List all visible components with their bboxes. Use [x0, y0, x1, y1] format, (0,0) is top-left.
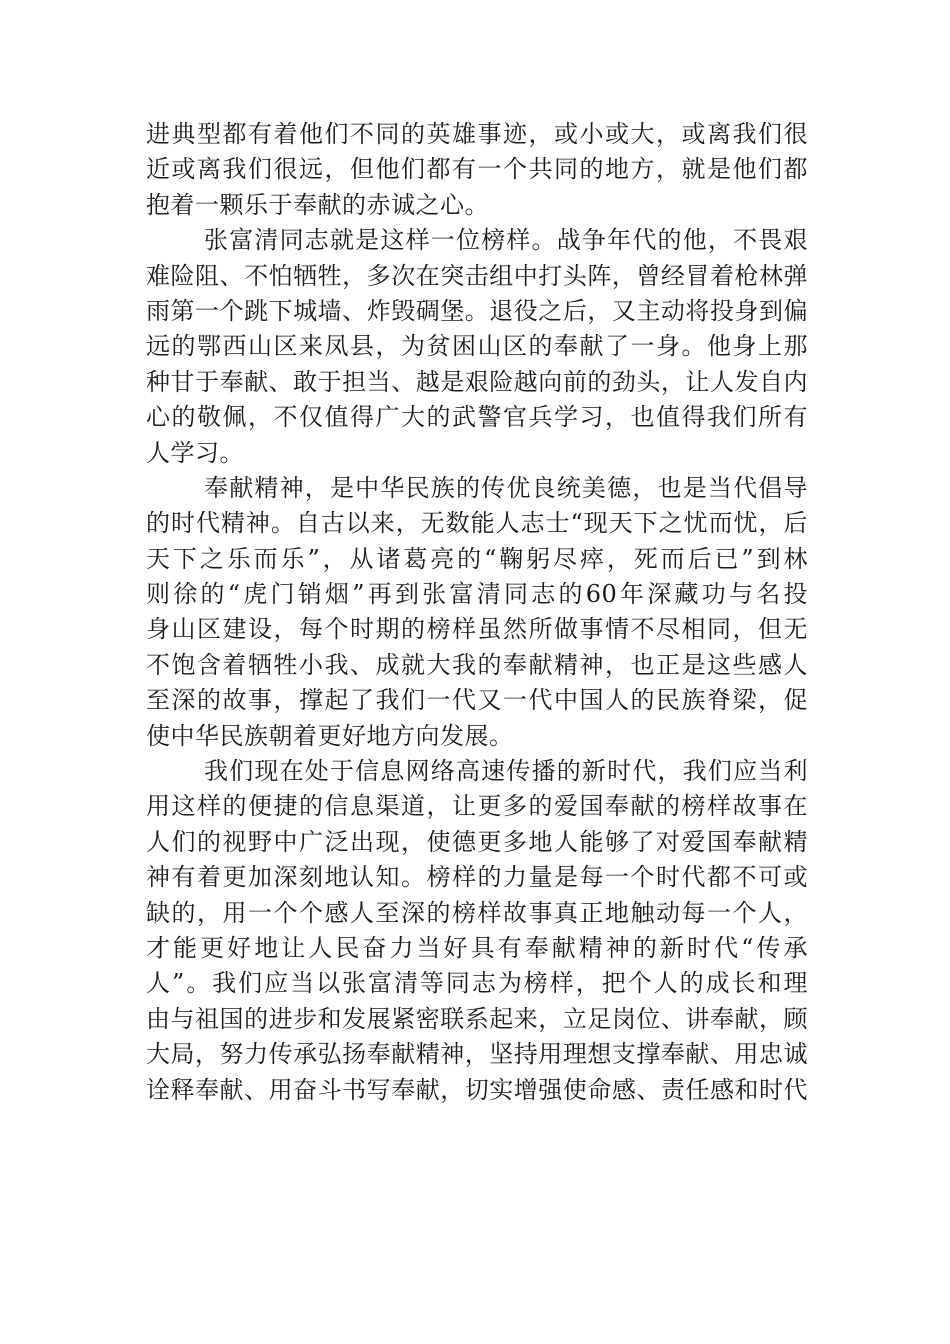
paragraph-2 — [146, 223, 808, 471]
text-line: 近或离我们很远，但他们都有一个共同的地方，就是他们都 — [146, 155, 808, 184]
text-line: 不饱含着牺牲小我、成就大我的奉献精神，也正是这些感人 — [146, 650, 808, 679]
text-line: 人们的视野中广泛出现，使德更多地人能够了对爱国奉献精 — [146, 827, 808, 856]
text-line: 使中华民族朝着更好地方向发展。 — [146, 721, 514, 750]
text-line: 远的鄂西山区来凤县，为贫困山区的奉献了一身。他身上那 — [146, 332, 808, 361]
text-line: 人”。我们应当以张富清等同志为榜样，把个人的成长和理 — [146, 969, 808, 998]
text-line: 缺的，用一个个感人至深的榜样故事真正地触动每一个人， — [146, 898, 808, 927]
text-line: 进典型都有着他们不同的英雄事迹，或小或大，或离我们很 — [146, 120, 808, 148]
text-line: 的时代精神。自古以来，无数能人志士“现天下之忧而忧，后 — [146, 509, 808, 538]
text-line: 人学习。 — [146, 438, 244, 467]
text-line: 由与祖国的进步和发展紧密联系起来，立足岗位、讲奉献，顾 — [146, 1004, 808, 1033]
paragraph-3 — [146, 471, 808, 754]
paragraph-1 — [146, 117, 808, 223]
text-line: 雨第一个跳下城墙、炸毁碉堡。退役之后，又主动将投身到偏 — [146, 296, 808, 325]
text-line: 身山区建设，每个时期的榜样虽然所做事情不尽相同，但无 — [146, 615, 808, 644]
text-line: 难险阻、不怕牺牲，多次在突击组中打头阵，曾经冒着枪林弹 — [146, 261, 808, 290]
text-line: 我们现在处于信息网络高速传播的新时代，我们应当利 — [204, 757, 808, 786]
text-line: 用这样的便捷的信息渠道，让更多的爱国奉献的榜样故事在 — [146, 792, 808, 821]
text-line: 神有着更加深刻地认知。榜样的力量是每一个时代都不可或 — [146, 863, 808, 892]
text-line: 则徐的“虎门销烟”再到张富清同志的60年深藏功与名投 — [146, 580, 808, 609]
text-line: 诠释奉献、用奋斗书写奉献，切实增强使命感、责任感和时代 — [146, 1075, 808, 1104]
text-line: 种甘于奉献、敢于担当、越是艰险越向前的劲头，让人发自内 — [146, 367, 808, 396]
text-line: 抱着一颗乐于奉献的赤诚之心。 — [146, 190, 489, 219]
text-line: 奉献精神，是中华民族的传优良统美德，也是当代倡导 — [204, 473, 808, 502]
text-line: 大局，努力传承弘扬奉献精神，坚持用理想支撑奉献、用忠诚 — [146, 1040, 808, 1069]
text-line: 心的敬佩，不仅值得广大的武警官兵学习，也值得我们所有 — [146, 403, 808, 432]
text-line: 才能更好地让人民奋力当好具有奉献精神的新时代“传承 — [146, 933, 808, 962]
document-body — [146, 117, 808, 1108]
text-line: 张富清同志就是这样一位榜样。战争年代的他，不畏艰 — [204, 226, 808, 255]
paragraph-4 — [146, 754, 808, 1108]
text-line: 天下之乐而乐”，从诸葛亮的“鞠躬尽瘁，死而后已”到林 — [146, 544, 808, 573]
text-line: 至深的故事，撑起了我们一代又一代中国人的民族脊梁，促 — [146, 686, 808, 715]
